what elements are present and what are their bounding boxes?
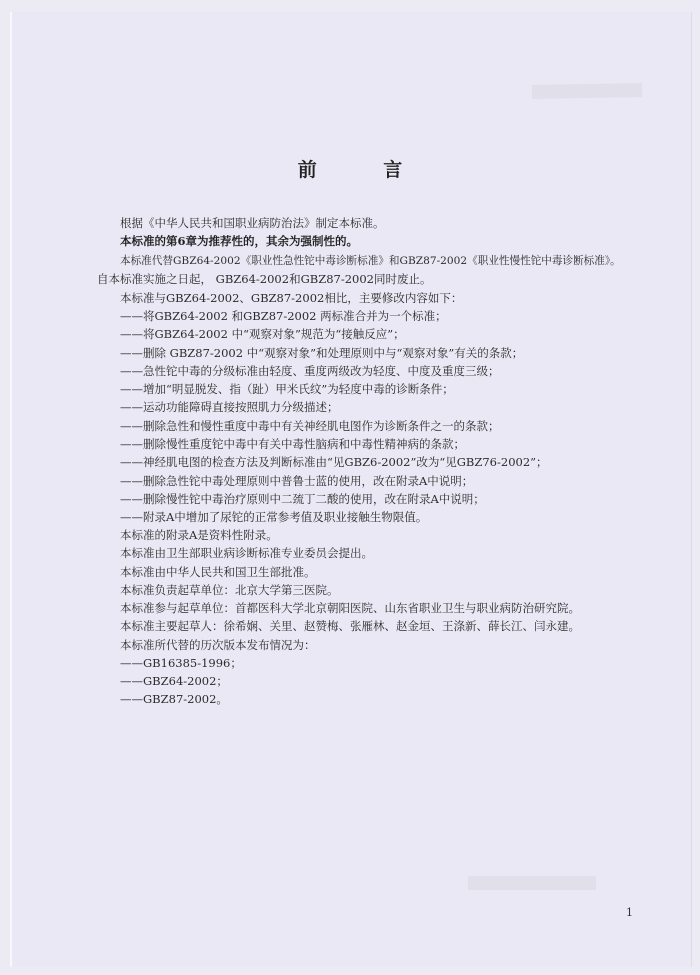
body-line: ——删除慢性铊中毒治疗原则中二巯丁二酸的使用，改在附录A中说明； — [120, 492, 485, 506]
body-line: 本标准主要起草人：徐希娴、关里、赵赞梅、张雁林、赵金垣、王涤新、薛长江、闫永建。 — [120, 619, 580, 633]
body-line: 根据《中华人民共和国职业病防治法》制定本标准。 — [120, 216, 385, 230]
body-line: ——删除急性铊中毒处理原则中普鲁士蓝的使用，改在附录A中说明； — [120, 474, 474, 488]
body-line: 本标准代替GBZ64-2002《职业性急性铊中毒诊断标准》和GBZ87-2002《职业性慢性铊中毒诊断标准》。 — [120, 255, 621, 267]
body-line: ——删除慢性重度铊中毒中有关中毒性脑病和中毒性精神病的条款； — [120, 437, 465, 451]
body-line: ——运动功能障碍直接按照肌力分级描述； — [120, 400, 339, 414]
body-line: 本标准的附录A是资料性附录。 — [120, 528, 278, 542]
scan-stamp-bottom — [468, 876, 596, 890]
page-number: 1 — [626, 906, 633, 919]
body-line: ——将GBZ64-2002 和GBZ87-2002 两标准合并为一个标准； — [120, 309, 447, 323]
body-line: 本标准与GBZ64-2002、GBZ87-2002相比，主要修改内容如下： — [120, 291, 463, 305]
body-line: ——急性铊中毒的分级标准由轻度、重度两级改为轻度、中度及重度三级； — [120, 364, 500, 378]
body-line: 本标准由中华人民共和国卫生部批准。 — [120, 565, 316, 579]
page-title: 前 言 — [297, 159, 433, 181]
body-line: ——删除急性和慢性重度中毒中有关神经肌电图作为诊断条件之一的条款； — [120, 419, 500, 433]
body-line: 本标准由卫生部职业病诊断标准专业委员会提出。 — [120, 546, 373, 560]
body-line: 本标准所代替的历次版本发布情况为： — [120, 638, 316, 652]
scan-stamp-top — [532, 83, 642, 99]
body-line: ——将GBZ64-2002 中“观察对象”规范为“接触反应”； — [120, 327, 405, 341]
body-line: ——GBZ87-2002。 — [120, 692, 228, 706]
body-line: 本标准负责起草单位：北京大学第三医院。 — [120, 583, 339, 597]
body-line: ——GB16385-1996； — [120, 656, 242, 670]
body-line: 本标准参与起草单位：首都医科大学北京朝阳医院、山东省职业卫生与职业病防治研究院。 — [120, 601, 580, 615]
body-line: ——附录A中增加了尿铊的正常参考值及职业接触生物限值。 — [120, 510, 428, 524]
body-line: ——删除 GBZ87-2002 中“观察对象”和处理原则中与“观察对象”有关的条款； — [120, 346, 524, 360]
body-line: 自本标准实施之日起， GBZ64-2002和GBZ87-2002同时废止。 — [97, 272, 432, 286]
body-line: ——GBZ64-2002； — [120, 674, 228, 688]
body-line: 本标准的第6章为推荐性的，其余为强制性的。 — [120, 234, 358, 248]
body-line: ——增加“明显脱发、指（趾）甲米氏纹”为轻度中毒的诊断条件； — [120, 382, 454, 396]
body-line: ——神经肌电图的检查方法及判断标准由“见GBZ6-2002”改为“见GBZ76-2002”； — [120, 455, 548, 469]
